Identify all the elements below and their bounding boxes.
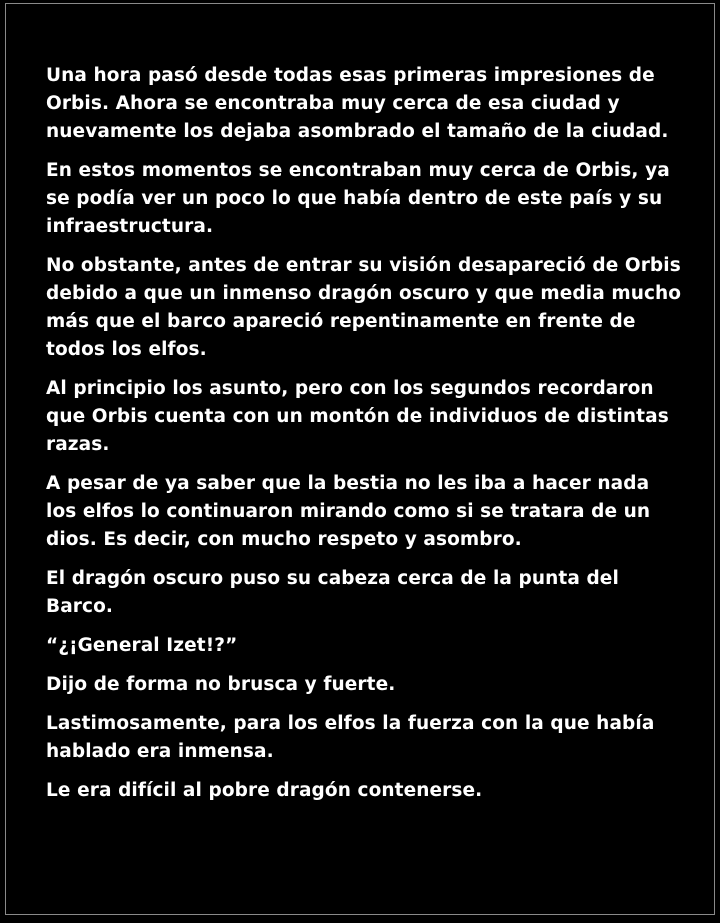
paragraph: El dragón oscuro puso su cabeza cerca de la punta del Barco. [46, 568, 619, 617]
paragraph: Una hora pasó desde todas esas primeras impresiones de Orbis. Ahora se encontraba muy cerca de esa ciudad y nuevamente los dejaba asombrado el tamaño de la ciudad. [46, 65, 669, 142]
paragraph: No obstante, antes de entrar su visión desapareció de Orbis debido a que un inmenso dragón oscuro y que media mucho más que el barco apareció repentinamente en frente de todos los elfos. [46, 255, 682, 360]
paragraph: A pesar de ya saber que la bestia no les iba a hacer nada los elfos lo continuaron mirando como si se tratara de un dios. Es decir, con mucho respeto y asombro. [46, 473, 651, 550]
paragraph: Lastimosamente, para los elfos la fuerza con la que había hablado era inmensa. [46, 713, 655, 762]
document-body [46, 62, 686, 816]
paragraph: Dijo de forma no brusca y fuerte. [46, 674, 396, 695]
dialogue-line: “¿¡General Izet!?” [46, 635, 238, 656]
document-page [5, 3, 715, 915]
paragraph: Al principio los asunto, pero con los segundos recordaron que Orbis cuenta con un montón de individuos de distintas razas. [46, 378, 669, 455]
paragraph: Le era difícil al pobre dragón contenerse. [46, 780, 483, 801]
paragraph: En estos momentos se encontraban muy cerca de Orbis, ya se podía ver un poco lo que había dentro de este país y su infraestructura. [46, 160, 670, 237]
